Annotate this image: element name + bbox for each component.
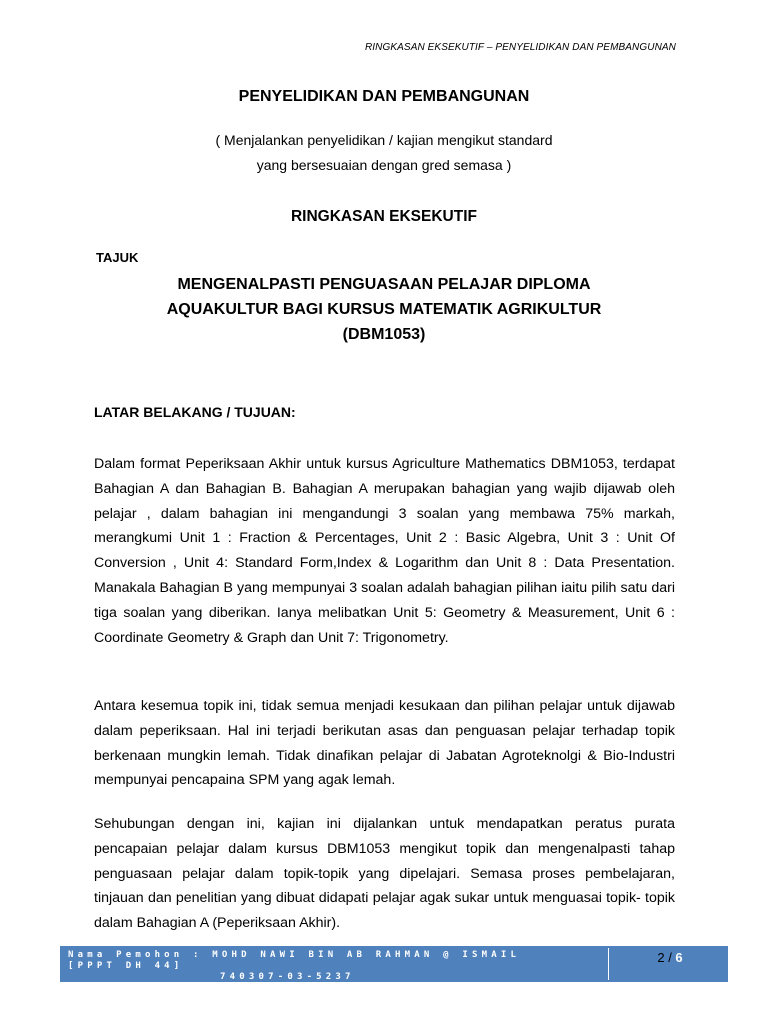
running-header: RINGKASAN EKSEKUTIF – PENYELIDIKAN DAN PEMBANGUNAN [364,42,676,53]
research-title-line: (DBM1053) [342,326,426,343]
applicant-staff-code: [PPPT DH 44] [68,961,184,971]
section-title: RINGKASAN EKSEKUTIF [290,208,477,225]
tajuk-label: TAJUK [96,250,139,265]
body-paragraph: Sehubungan dengan ini, kajian ini dijalankan untuk mendapatkan peratus purata pencapaian pelajar dalam kursus DBM1053 mengikut topik dan mengenalpasti tahap penguasaan pelajar dalam topik-topik yang dipelajari. Semasa proses pembelajaran, tinjauan dan penelitian yang dibuat didapati pelajar agak sukar untuk menguasai topik- topik dalam Bahagian A (Peperiksaan Akhir). [94,816,675,932]
applicant-id: 740307-03-5237 [220,972,355,982]
page-separator: / [664,950,676,965]
footer-bar [60,946,728,982]
subtitle-line: yang bersesuaian dengan gred semasa ) [256,157,512,173]
subtitle [0,128,768,178]
body-paragraph: Dalam format Peperiksaan Akhir untuk kursus Agriculture Mathematics DBM1053, terdapat Bahagian A dan Bahagian B. Bahagian A merupakan bahagian yang wajib dijawab oleh pelajar , dalam bahagian ini mengandungi 3 soalan yang membawa 75% markah, merangkumi Unit 1 : Fraction & Percentages, Unit 2 : Basic Algebra, Unit 3 : Unit Of Conversion , Unit 4: Standard Form,Index & Logarithm dan Unit 8 : Data Presentation. Manakala Bahagian B yang mempunyai 3 soalan adalah bahagian pilihan iaitu pilih satu dari tiga soalan yang diberikan. Ianya melibatkan Unit 5: Geometry & Measurement, Unit 6 : Coordinate Geometry & Graph dan Unit 7: Trigonometry. [94,456,675,646]
body-paragraph: Antara kesemua topik ini, tidak semua menjadi kesukaan dan pilihan pelajar untuk dijawab dalam peperiksaan. Hal ini terjadi berikutan asas dan penguasan pelajar terhadap topik berkenaan mungkin lemah. Tidak dinafikan pelajar di Jabatan Agroteknolgi & Bio-Industri mempunyai pencapaina SPM yang agak lemah. [94,698,675,789]
footer-applicant-info [68,950,598,982]
research-title [0,272,768,347]
subtitle-line: ( Menjalankan penyelidikan / kajian mengikut standard [215,132,553,148]
footer-divider [608,948,609,980]
applicant-name: Nama Pemohon : MOHD NAWI BIN AB RAHMAN @ ISMAIL [68,950,521,960]
document-title: PENYELIDIKAN DAN PEMBANGUNAN [238,88,530,105]
research-title-line: AQUAKULTUR BAGI KURSUS MATEMATIK AGRIKULTUR [166,301,602,318]
page-current: 2 [657,950,665,965]
page-number [620,950,720,965]
page-total: 6 [675,950,683,965]
background-heading: LATAR BELAKANG / TUJUAN: [94,404,296,420]
research-title-line: MENGENALPASTI PENGUASAAN PELAJAR DIPLOMA [177,276,591,293]
